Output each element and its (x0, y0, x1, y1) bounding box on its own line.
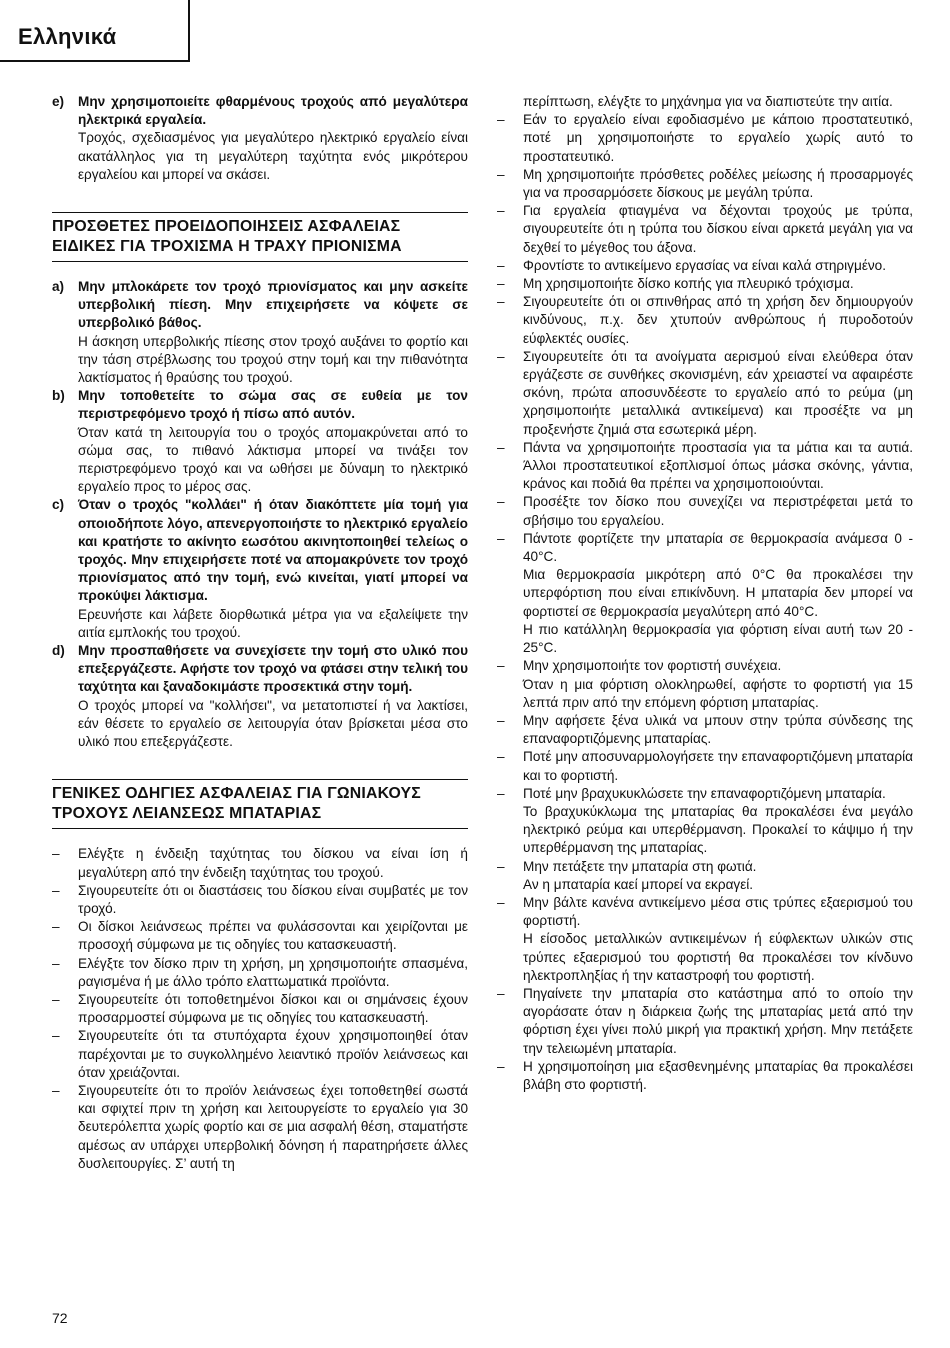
list-item-paragraph: Το βραχυκύκλωμα της μπαταρίας θα προκαλέσει ένα μεγάλο ηλεκτρικό ρεύμα και υπερθέρμανση. Προκαλεί το κάψιμο ή την υπερθέρμανση της μπαταρίας. (523, 803, 913, 856)
item-label: a) (52, 279, 65, 295)
list-item-paragraph: Η χρησιμοποίηση μια εξασθενημένης μπαταρίας θα προκαλέσει βλάβη στο φορτιστή. (523, 1058, 913, 1092)
list-item-continuation: περίπτωση, ελέγξτε το μηχάνημα για να διαπιστεύτε την αιτία. (523, 94, 893, 109)
list-item: – Φροντίστε το αντικείμενο εργασίας να είναι καλά στηριγμένο. (497, 257, 913, 275)
right-bullet-list (497, 111, 913, 1094)
list-item: – Ποτέ μην αποσυναρμολογήσετε την επαναφορτιζόμενη μπαταρία και το φορτιστή. (497, 748, 913, 784)
item-text: Τροχός, σχεδιασμένος για μεγαλύτερο ηλεκτρικό εργαλείο είναι ακατάλληλος για τη μεγαλύτερη ταχύτητα ενός μικρότερου εργαλείου και μπορεί να σκάσει. (78, 130, 468, 182)
item-label: e) (52, 94, 65, 109)
list-item-paragraph: Φροντίστε το αντικείμενο εργασίας να είναι καλά στηριγμένο. (523, 257, 887, 273)
list-item-paragraph: Προσέξτε τον δίσκο που συνεχίζει να περιστρέφεται μετά το σβήσιμο του εργαλείου. (523, 494, 913, 528)
list-item-paragraph: Η πιο κατάλληλη θερμοκρασία για φόρτιση είναι αυτή των 20 - 25°C. (523, 621, 913, 656)
list-item-paragraph: Μη χρησιμοποιήτε δίσκο κοπής για πλευρικό τρόχισμα. (523, 276, 854, 292)
heading-line: ΠΡΟΣΘΕΤΕΣ ΠΡΟΕΙΔΟΠΟΙΗΣΕΙΣ ΑΣΦΑΛΕΙΑΣ (52, 218, 401, 236)
item-bold-text: Μην μπλοκάρετε τον τροχό πριονίσματος και μην ασκείτε υπερβολική πίεση. Μην επιχειρήσετε να κόψετε σε υπερβολικό βάθος. (78, 279, 468, 331)
list-item: – Πηγαίνετε την μπαταρία στο κατάστημα από το οποίο την αγοράσατε όταν η διάρκεια ζωής της μπαταρίας μετά από την φόρτιση έχει γίνει πολύ μικρή για πρακτική χρήση. Μην πετάξετε την τελειωμένη μπαταρία. (497, 985, 913, 1058)
heading-line: ΤΡΟΧΟΥΣ ΛΕΙΑΝΣΕΩΣ ΜΠΑΤΑΡΙΑΣ (52, 805, 322, 823)
list-item: – Ποτέ μην βραχυκυκλώσετε την επαναφορτιζόμενη μπαταρία. Το βραχυκύκλωμα της μπαταρίας θα προκαλέσει ένα μεγάλο ηλεκτρικό ρεύμα και υπερθέρμανση. Προκαλεί το κάψιμο ή την υπερθέρμανση της μπαταρίας. (497, 785, 913, 858)
list-item: – Σιγουρευτείτε ότι τοποθετημένοι δίσκοι και οι σημάνσεις έχουν προσαρμοστεί σύμφωνα με τις οδηγίες του κατασκευαστή. (52, 991, 468, 1026)
list-item-paragraph: Μην βάλτε κανένα αντικείμενο μέσα στις τρύπες εξαερισμού του φορτιστή. (523, 894, 913, 929)
list-item-paragraph: Μη χρησιμοποιήτε πρόσθετες ροδέλες μείωσης ή προσαρμογές για να προσαρμόσετε δίσκους με μεγάλη τρύπα. (523, 166, 913, 201)
list-item: – Για εργαλεία φτιαγμένα να δέχονται τροχούς με τρύπα, σιγουρευτείτε ότι η τρύπα του δίσκου είναι αρκετά μεγάλη για να δεχθεί το μέγεθος του άξονα. (497, 202, 913, 257)
list-item-paragraph: Ποτέ μην αποσυναρμολογήσετε την επαναφορτιζόμενη μπαταρία και το φορτιστή. (523, 749, 913, 783)
item-bold-text: Όταν ο τροχός "κολλάει" ή όταν διακόπτετε μία τομή για οποιοδήποτε λόγο, απενεργοποιήστε το ηλεκτρικό εργαλείο και κρατήστε το ακίνητο εωσότου ακινητοποιηθεί τελείως ο τροχός. Μην επιχειρήσετε ποτέ να απομακρύνετε τον τροχό πριονίσματος από την τομή, ενώ κινείται, γιατί μπορεί να προκύψει λάκτισμα. (78, 497, 468, 604)
list-item-paragraph: Όταν η μια φόρτιση ολοκληρωθεί, αφήστε το φορτιστή για 15 λεπτά πριν από την επόμενη φόρτιση μπαταρίας. (523, 676, 913, 710)
list-item-paragraph: Μην αφήσετε ξένα υλικά να μπουν στην τρύπα σύνδεσης της επαναφορτιζόμενης μπαταρίας. (523, 712, 913, 747)
list-item: – Η χρησιμοποίηση μια εξασθενημένης μπαταρίας θα προκαλέσει βλάβη στο φορτιστή. (497, 1058, 913, 1094)
list-item: – Προσέξτε τον δίσκο που συνεχίζει να περιστρέφεται μετά το σβήσιμο του εργαλείου. (497, 493, 913, 529)
item-label: b) (52, 388, 65, 404)
list-item-paragraph: Πάντοτε φορτίζετε την μπαταρία σε θερμοκρασία ανάμεσα 0 - 40°C. (523, 530, 913, 565)
heading-line: ΓΕΝΙΚΕΣ ΟΔΗΓΙΕΣ ΑΣΦΑΛΕΙΑΣ ΓΙΑ ΓΩΝΙΑΚΟΥΣ (52, 785, 421, 803)
list-item: – Εάν το εργαλείο είναι εφοδιασμένο με κάποιο προστατευτικό, ποτέ μη χρησιμοποιήστε το εργαλείο χωρίς αυτό το προστατευτικό. (497, 111, 913, 166)
list-item: – Μην χρησιμοποιήτε τον φορτιστή συνέχεια. Όταν η μια φόρτιση ολοκληρωθεί, αφήστε το φορτιστή για 15 λεπτά πριν από την επόμενη φόρτιση μπαταρίας. (497, 657, 913, 712)
section-heading-additional-warnings (52, 212, 468, 262)
list-item: – Οι δίσκοι λειάνσεως πρέπει να φυλάσσονται και χειρίζονται με προσοχή σύμφωνα με τις οδηγίες του κατασκευαστή. (52, 919, 468, 953)
list-item: – Σιγουρευτείτε ότι το προϊόν λειάνσεως έχει τοποθετηθεί σωστά και σφιχτεί πριν τη χρήση και λειτουργείστε το εργαλείο για 30 δευτερόλεπτα χωρίς φορτίο και σε μια ασφαλή θέση, σταματήστε αμέσως αν υπάρχει υπερβολική δόνηση ή παρατηρήσετε άλλες δυσλειτουργίες. Σ’ αυτή τη (52, 1082, 468, 1171)
item-bold-text: Μην τοποθετείτε το σώμα σας σε ευθεία με τον περιστρεφόμενο τροχό ή πίσω από αυτόν. (78, 388, 468, 422)
list-item: – Σιγουρευτείτε ότι τα στυπόχαρτα έχουν χρησιμοποιηθεί όταν παρέχονται με το συγκολλημένο λειαντικό προϊόν λειάνσεως και όταν χρειάζονται. (52, 1028, 468, 1080)
language-label: Ελληνικά (18, 24, 117, 49)
item-d (52, 642, 468, 751)
section-heading-general-instructions (52, 779, 468, 829)
list-item-paragraph: Σιγουρευτείτε ότι οι σπινθήρας από τη χρήση δεν δημιουργούν κινδύνους, π.χ. δεν χτυπούν ανθρώπους ή πυροδοτούν εύφλεκτές ουσίες. (523, 294, 913, 346)
list-item: – Πάντοτε φορτίζετε την μπαταρία σε θερμοκρασία ανάμεσα 0 - 40°C. Μια θερμοκρασία μικρότερη από 0°C θα προκαλέσει την υπερφόρτιση που είναι επικίνδυνη. Η μπαταρία δεν μπορεί να φορτιστεί σε θερμοκρασία μεγαλύτερη από 40°C. Η πιο κατάλληλη θερμοκρασία για φόρτιση είναι αυτή των 20 - 25°C. (497, 530, 913, 657)
list-item-paragraph: Πάντα να χρησιμοποιήτε προστασία για τα μάτια και τα αυτιά. Άλλοι προστατευτικοί εξοπλισμοί όπως μάσκα σκόνης, γάντια, κράνος και ποδιά θα πρέπει να χρησιμοποιούνται. (523, 439, 913, 492)
list-item-paragraph: Ποτέ μην βραχυκυκλώσετε την επαναφορτιζόμενη μπαταρία. (523, 785, 886, 801)
list-item-paragraph: Σιγουρευτείτε ότι τα ανοίγματα αερισμού είναι ελεύθερα όταν εργάζεστε σε συνθήκες σκονισμένη, εάν χρειαστεί να αφαιρέστε σκόνη, πρώτα αποσυνδέεστε το εργαλείο από το ρεύμα (μη χρησιμοποιήτε μεταλλικά αντικείμενα) και προσέξτε να μη προξενήστε ζημιά στα εσωτερικά μέρη. (523, 348, 913, 437)
item-text: Ο τροχός μπορεί να "κολλήσει", να μετατοπιστεί ή να λακτίσει, εάν θέσετε το εργαλείο σε λειτουργία όταν βρίσκεται μέσα στο υλικό που επεξεργάζεστε. (78, 697, 468, 750)
list-item: – Μη χρησιμοποιήτε πρόσθετες ροδέλες μείωσης ή προσαρμογές για να προσαρμόσετε δίσκους με μεγάλη τρύπα. (497, 166, 913, 202)
list-item: – Μην βάλτε κανένα αντικείμενο μέσα στις τρύπες εξαερισμού του φορτιστή. Η είσοδος μεταλλικών αντικειμένων ή εύφλεκτων υλικών στις τρύπες εξαερισμού του φορτιστή θα προκαλέσει τον κίνδυνο ηλεκτροπληξίας ή την καταστροφή του φορτιστή. (497, 894, 913, 985)
right-column (497, 93, 913, 1094)
list-item-paragraph: Μην πετάξετε την μπαταρία στη φωτιά. (523, 858, 757, 874)
list-item-paragraph: Μια θερμοκρασία μικρότερη από 0°C θα προκαλέσει την υπερφόρτιση που είναι επικίνδυνη. Η μπαταρία δεν μπορεί να φορτιστεί σε θερμοκρασία μεγαλύτερη από 40°C. (523, 567, 913, 619)
item-text: Όταν κατά τη λειτουργία του ο τροχός απομακρύνεται από το σώμα σας, το πιθανό λάκτισμα μπορεί να τινάξει τον περιστρεφόμενο τροχό και να ωθήσει με δύναμη το ηλεκτρικό εργαλείο προς το μέρος σας. (78, 424, 468, 495)
list-item: – Μη χρησιμοποιήτε δίσκο κοπής για πλευρικό τρόχισμα. (497, 275, 913, 293)
item-b (52, 387, 468, 496)
item-text: Η άσκηση υπερβολικής πίεσης στον τροχό αυξάνει το φορτίο και την τάση στρέβλωσης του τροχού στην τομή και την πιθανότητα λακτίσματος ή θραύσης του τροχού. (78, 333, 468, 386)
item-a (52, 278, 468, 387)
item-bold-text: Μην προσπαθήσετε να συνεχίσετε την τομή στο υλικό που επεξεργάζεστε. Αφήστε τον τροχό να φτάσει στην τελική του ταχύτητα και ξαναδοκιμάστε προσεκτικά στην τομή. (78, 643, 468, 695)
left-column (52, 93, 468, 1173)
list-item: – Μην πετάξετε την μπαταρία στη φωτιά. Αν η μπαταρία καεί μπορεί να εκραγεί. (497, 858, 913, 894)
list-item: – Σιγουρευτείτε ότι τα ανοίγματα αερισμού είναι ελεύθερα όταν εργάζεστε σε συνθήκες σκονισμένη, εάν χρειαστεί να αφαιρέστε σκόνη, πρώτα αποσυνδέεστε το εργαλείο από το ρεύμα (μη χρησιμοποιήτε μεταλλικά αντικείμενα) και προσέξτε να μη προξενήστε ζημιά στα εσωτερικά μέρη. (497, 348, 913, 439)
list-item: – Μην αφήσετε ξένα υλικά να μπουν στην τρύπα σύνδεσης της επαναφορτιζόμενης μπαταρίας. (497, 712, 913, 748)
heading-line: ΕΙΔΙΚΕΣ ΓΙΑ ΤΡΟΧΙΣΜΑ Η ΤΡΑΧΥ ΠΡΙΟΝΙΣΜΑ (52, 238, 402, 256)
page-number: 72 (52, 1310, 68, 1326)
list-item: – Ελέγξτε η ένδειξη ταχύτητας του δίσκου να είναι ίση ή μεγαλύτερη από την ένδειξη ταχύτητας του τροχού. (52, 846, 468, 880)
list-item-paragraph: Πηγαίνετε την μπαταρία στο κατάστημα από το οποίο την αγοράσατε όταν η διάρκεια ζωής της μπαταρίας μετά από την φόρτιση έχει γίνει πολύ μικρή για πρακτική χρήση. Μην πετάξετε την τελειωμένη μπαταρία. (523, 985, 913, 1056)
list-item: – Σιγουρευτείτε ότι οι σπινθήρας από τη χρήση δεν δημιουργούν κινδύνους, π.χ. δεν χτυπούν ανθρώπους ή πυροδοτούν εύφλεκτές ουσίες. (497, 293, 913, 348)
item-bold-text: Μην χρησιμοποιείτε φθαρμένους τροχούς από μεγαλύτερα ηλεκτρικά εργαλεία. (78, 94, 468, 128)
list-item-paragraph: Μην χρησιμοποιήτε τον φορτιστή συνέχεια. (523, 658, 782, 674)
list-item: – Σιγουρευτείτε ότι οι διαστάσεις του δίσκου είναι συμβατές με τον τροχό. (52, 882, 468, 916)
item-label: d) (52, 643, 65, 659)
list-item-paragraph: Αν η μπαταρία καεί μπορεί να εκραγεί. (523, 876, 754, 892)
list-item-paragraph: Για εργαλεία φτιαγμένα να δέχονται τροχούς με τρύπα, σιγουρευτείτε ότι η τρύπα του δίσκου είναι αρκετά μεγάλη για να δεχθεί το μέγεθος του άξονα. (523, 203, 913, 255)
list-item-paragraph: Η είσοδος μεταλλικών αντικειμένων ή εύφλεκτων υλικών στις τρύπες εξαερισμού του φορτιστή θα προκαλέσει τον κίνδυνο ηλεκτροπληξίας ή την καταστροφή του φορτιστή. (523, 931, 913, 983)
list-item: – Πάντα να χρησιμοποιήτε προστασία για τα μάτια και τα αυτιά. Άλλοι προστατευτικοί εξοπλισμοί όπως μάσκα σκόνης, γάντια, κράνος και ποδιά θα πρέπει να χρησιμοποιούνται. (497, 439, 913, 494)
item-text: Ερευνήστε και λάβετε διορθωτικά μέτρα για να εξαλείψετε την αιτία εμπλοκής του τροχού. (78, 606, 468, 640)
item-c (52, 496, 468, 642)
item-e (52, 93, 468, 184)
item-label: c) (52, 497, 65, 513)
language-tab (0, 0, 190, 62)
list-item-paragraph: Εάν το εργαλείο είναι εφοδιασμένο με κάποιο προστατευτικό, ποτέ μη χρησιμοποιήστε το εργαλείο χωρίς αυτό το προστατευτικό. (523, 112, 913, 164)
list-item: – Ελέγξτε τον δίσκο πριν τη χρήση, μη χρησιμοποιήτε σπασμένα, ραγισμένα ή με άλλο τρόπο ελαττωματικά προϊόντα. (52, 955, 468, 989)
